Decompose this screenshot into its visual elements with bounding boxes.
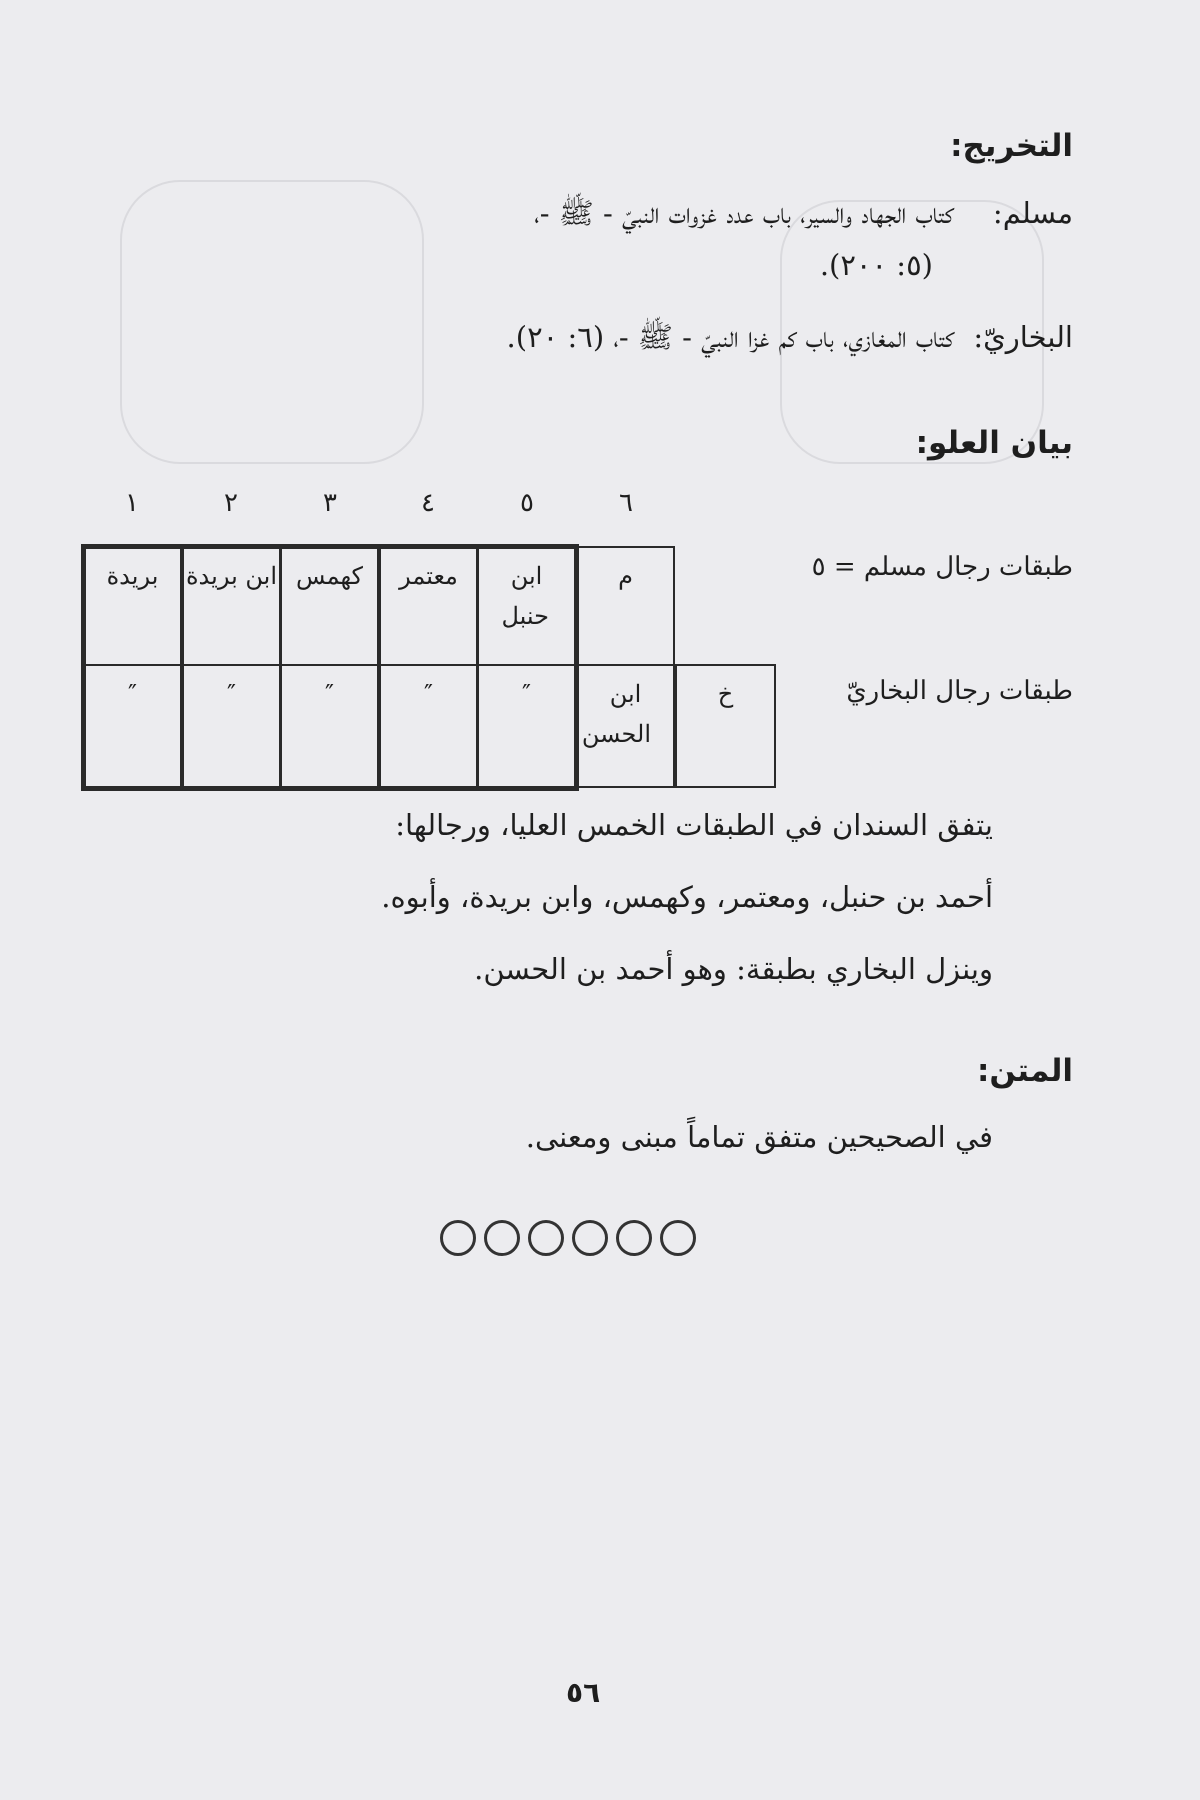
table-cell: ابن حنبل — [477, 546, 576, 666]
circle-ornament-icon — [440, 1220, 476, 1256]
matn-heading: المتن: — [977, 1053, 1073, 1089]
column-number: ٢ — [224, 488, 238, 518]
section-separator — [436, 1220, 700, 1260]
bukhari-citation — [507, 320, 1073, 362]
muslim-citation — [534, 196, 1073, 238]
table-cell: م — [576, 546, 675, 666]
row1-label: طبقات رجال مسلم = ٥ — [811, 552, 1073, 582]
uluw-heading: بيان العلو: — [915, 425, 1073, 461]
muslim-label: مسلم: — [992, 196, 1073, 230]
matn-text: في الصحيحين متفق تماماً مبنى ومعنى. — [525, 1120, 993, 1154]
column-number: ٥ — [520, 488, 534, 518]
table-cell: ابن الحسن — [576, 664, 675, 788]
table-cell: كهمس — [280, 546, 379, 666]
column-number: ٦ — [619, 488, 633, 518]
column-number: ١ — [125, 488, 139, 518]
circle-ornament-icon — [572, 1220, 608, 1256]
circle-ornament-icon — [616, 1220, 652, 1256]
table-cell: بريدة — [83, 546, 182, 666]
muslim-ref: (٥: ٢٠٠). — [819, 248, 933, 282]
table-cell: ″ — [83, 664, 182, 788]
table-cell: خ — [675, 664, 776, 788]
bukhari-label: البخاريّ: — [973, 320, 1073, 354]
page-number: ٥٦ — [566, 1676, 601, 1709]
table-cell: ″ — [280, 664, 379, 788]
table-cell: معتمر — [379, 546, 478, 666]
circle-ornament-icon — [660, 1220, 696, 1256]
circle-ornament-icon — [528, 1220, 564, 1256]
table-cell: ″ — [379, 664, 478, 788]
muslim-text: كتاب الجهاد والسير، باب عدد غزوات النبيّ - ﷺ -، — [534, 196, 954, 230]
paragraph-line: أحمد بن حنبل، ومعتمر، وكهمس، وابن بريدة، وأبوه. — [381, 880, 993, 914]
bukhari-text: كتاب المغازي، باب كم غزا النبيّ - ﷺ -، (٦: ٢٠). — [506, 320, 955, 354]
row2-label: طبقات رجال البخاريّ — [846, 676, 1073, 706]
bleed-through-ornament — [120, 180, 424, 464]
takhrij-heading: التخريج: — [950, 128, 1073, 164]
circle-ornament-icon — [484, 1220, 520, 1256]
column-number: ٤ — [421, 488, 435, 518]
table-cell: ابن بريدة — [182, 546, 281, 666]
column-number: ٣ — [323, 488, 337, 518]
paragraph-line: وينزل البخاري بطبقة: وهو أحمد بن الحسن. — [474, 952, 993, 986]
table-cell: ″ — [477, 664, 576, 788]
paragraph-line: يتفق السندان في الطبقات الخمس العليا، ورجالها: — [395, 808, 993, 842]
table-cell: ″ — [182, 664, 281, 788]
